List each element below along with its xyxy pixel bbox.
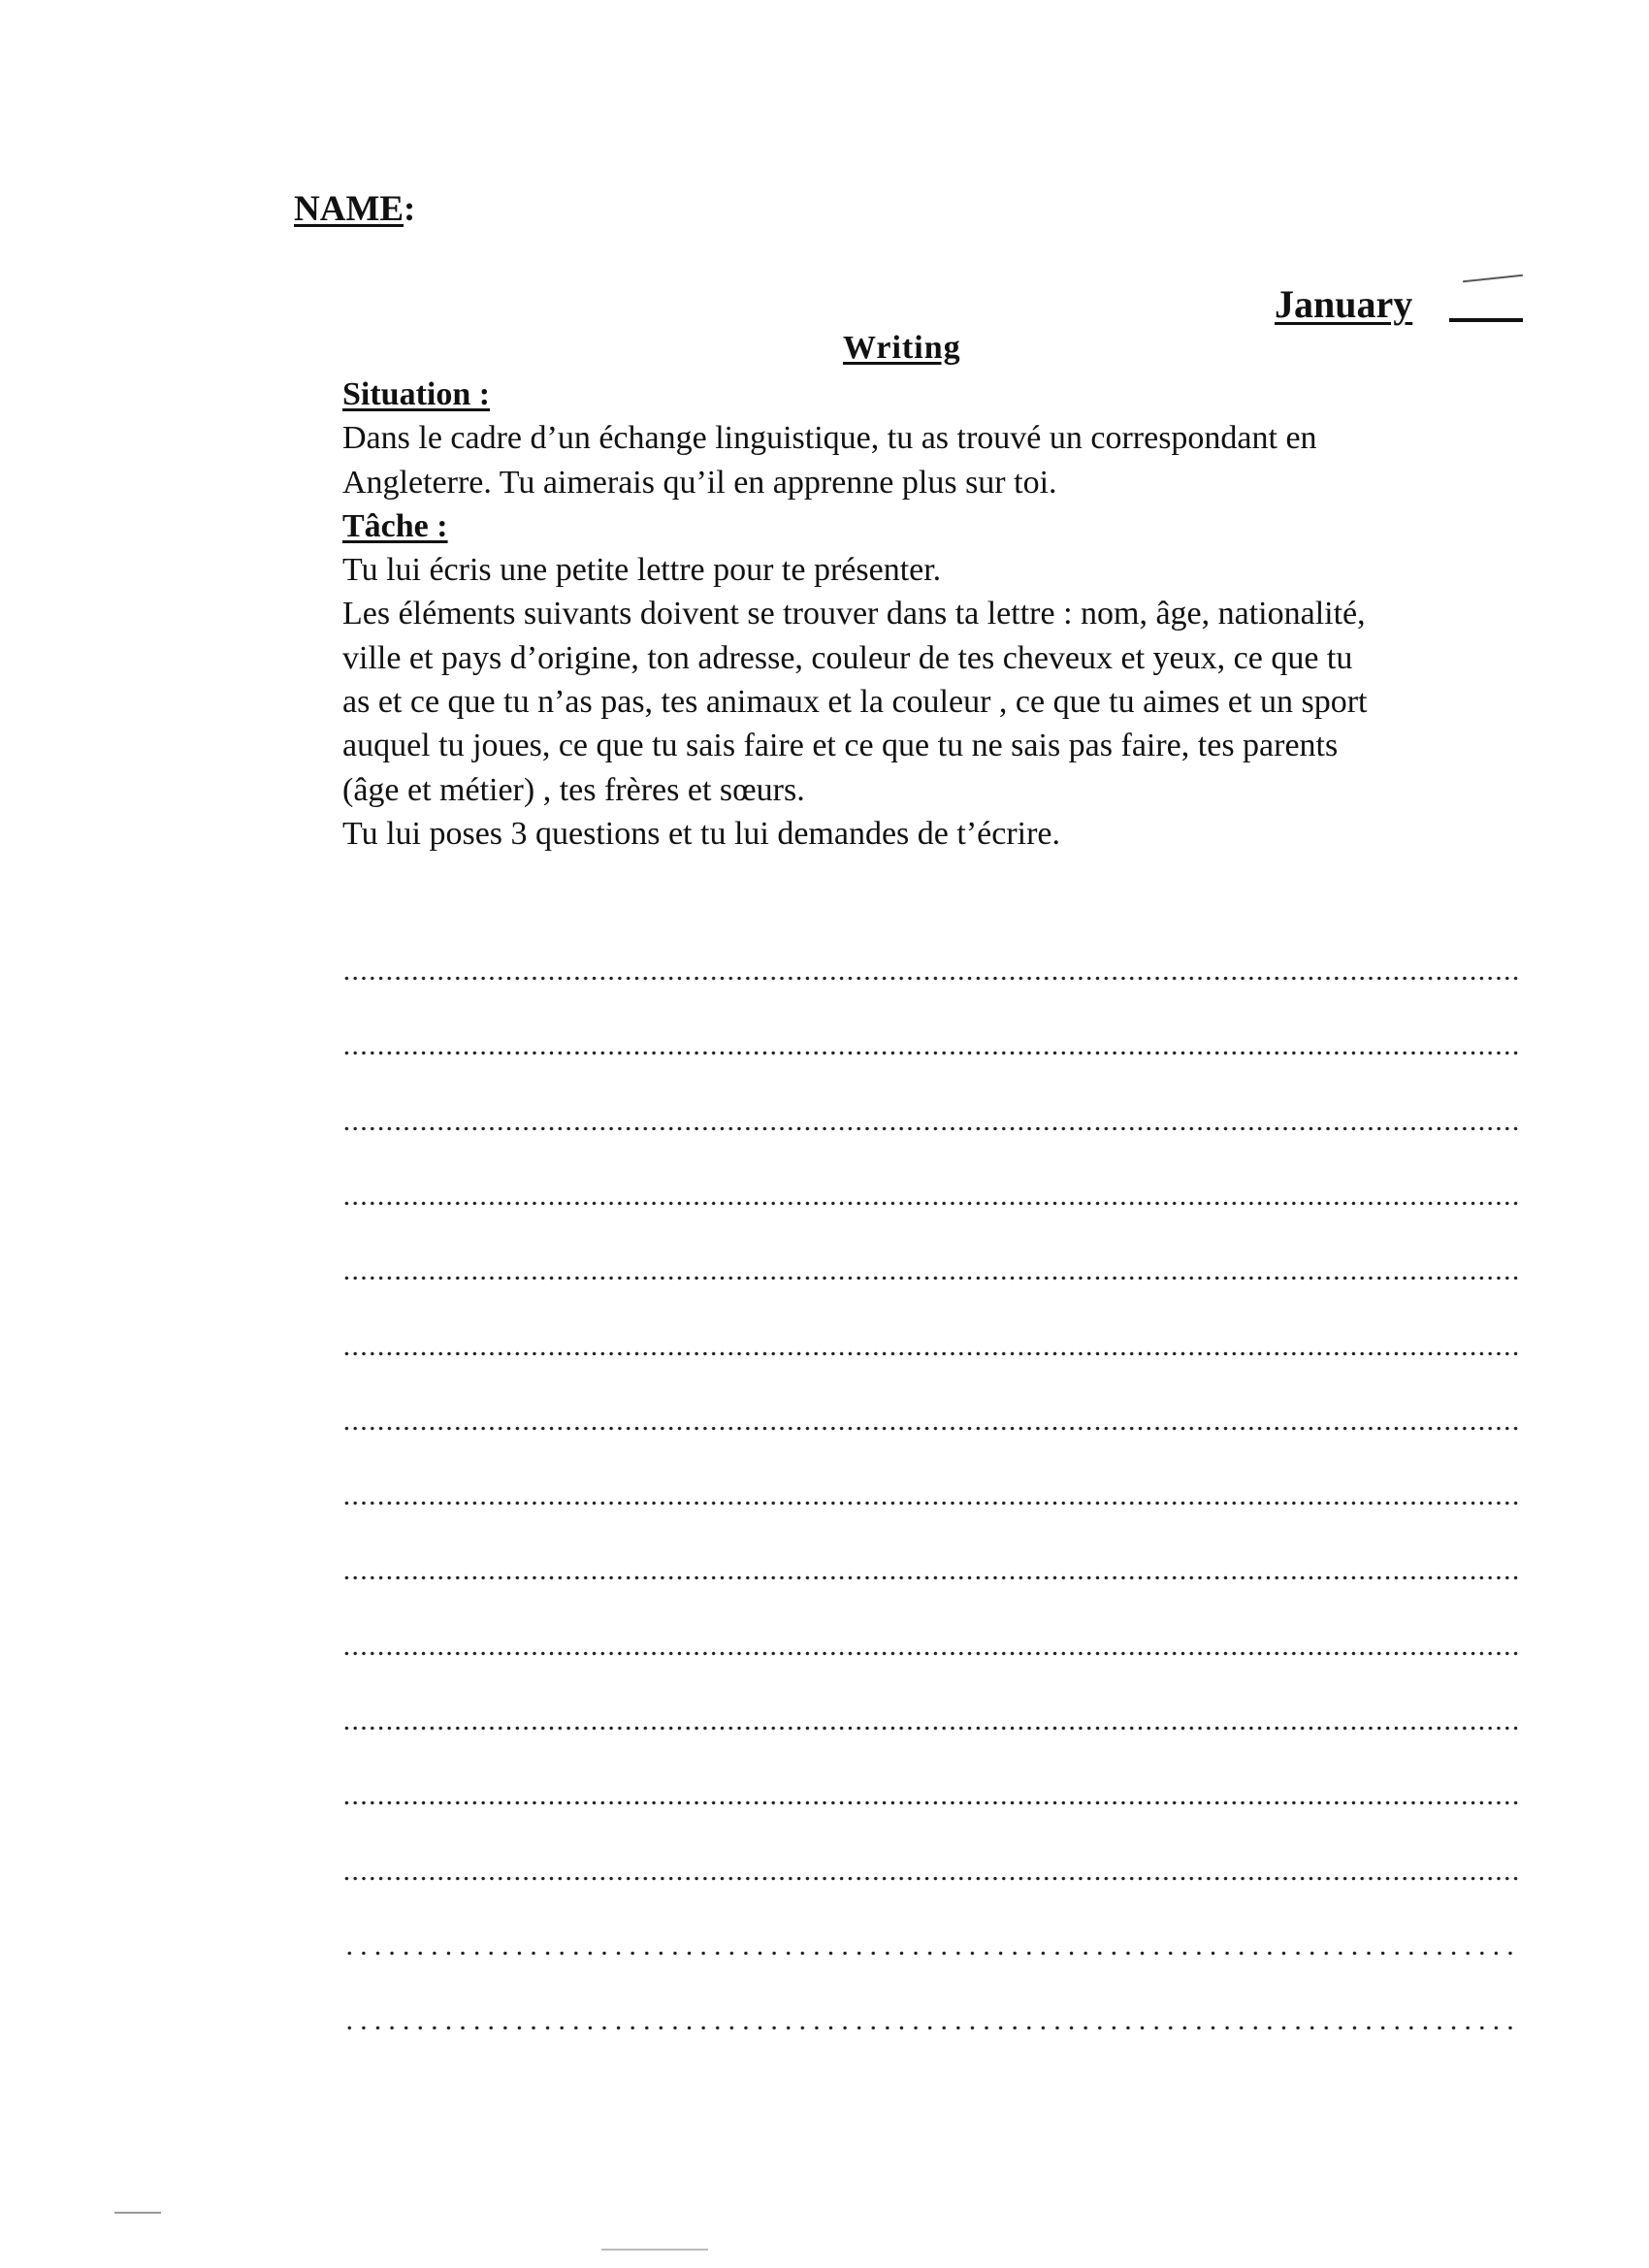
- answer-dotted-line[interactable]: [342, 1051, 1521, 1055]
- situation-line: Dans le cadre d’un échange linguistique, tu as trouvé un correspondant en: [342, 420, 1317, 457]
- situation-section: [342, 373, 1545, 504]
- answer-dotted-line[interactable]: [342, 1651, 1521, 1656]
- task-line: ville et pays d’origine, ton adresse, couleur de tes cheveux et yeux, ce que tu: [342, 639, 1353, 676]
- name-label-text: NAME: [294, 189, 404, 229]
- situation-line: Angleterre. Tu aimerais qu’il en apprenne plus sur toi.: [342, 464, 1057, 501]
- answer-dotted-line[interactable]: [342, 1800, 1521, 1805]
- answer-dotted-line[interactable]: [342, 1726, 1521, 1731]
- answer-dotted-line[interactable]: [342, 1426, 1521, 1431]
- situation-heading: Situation :: [342, 376, 491, 412]
- scan-edge-mark: [601, 2249, 708, 2251]
- answer-dotted-line[interactable]: [342, 1351, 1521, 1356]
- date-label: January: [1275, 282, 1413, 326]
- task-line: Les éléments suivants doivent se trouver dans ta lettre : nom, âge, nationalité,: [342, 596, 1366, 632]
- task-line: auquel tu joues, ce que tu sais faire et ce que tu ne sais pas faire, tes parents: [342, 728, 1339, 764]
- task-line: Tu lui poses 3 questions et tu lui demandes de t’écrire.: [342, 815, 1061, 852]
- task-line: (âge et métier) , tes frères et sœurs.: [342, 771, 805, 808]
- instructions: [342, 373, 1545, 856]
- answer-dotted-line[interactable]: [342, 1575, 1521, 1580]
- name-label: [294, 186, 415, 233]
- answer-dotted-line[interactable]: [342, 1276, 1521, 1280]
- task-section: [342, 504, 1545, 856]
- date-blank-line: [1449, 318, 1523, 322]
- answer-dotted-line[interactable]: [342, 2025, 1518, 2030]
- task-heading: Tâche :: [342, 507, 448, 544]
- answer-dotted-line[interactable]: [342, 1126, 1521, 1131]
- answer-dotted-line[interactable]: [342, 1951, 1518, 1956]
- scan-edge-mark: [114, 2212, 161, 2214]
- answer-dotted-line[interactable]: [342, 1876, 1521, 1881]
- answer-dotted-line[interactable]: [342, 976, 1521, 981]
- task-line: Tu lui écris une petite lettre pour te présenter.: [342, 552, 942, 589]
- task-line: as et ce que tu n’as pas, tes animaux et la couleur , ce que tu aimes et un sport: [342, 684, 1368, 721]
- scan-mark: [1463, 275, 1523, 282]
- answer-dotted-line[interactable]: [342, 1201, 1521, 1206]
- page-title: Writing: [843, 330, 961, 366]
- name-label-colon: :: [404, 189, 416, 229]
- answer-dotted-line[interactable]: [342, 1501, 1521, 1506]
